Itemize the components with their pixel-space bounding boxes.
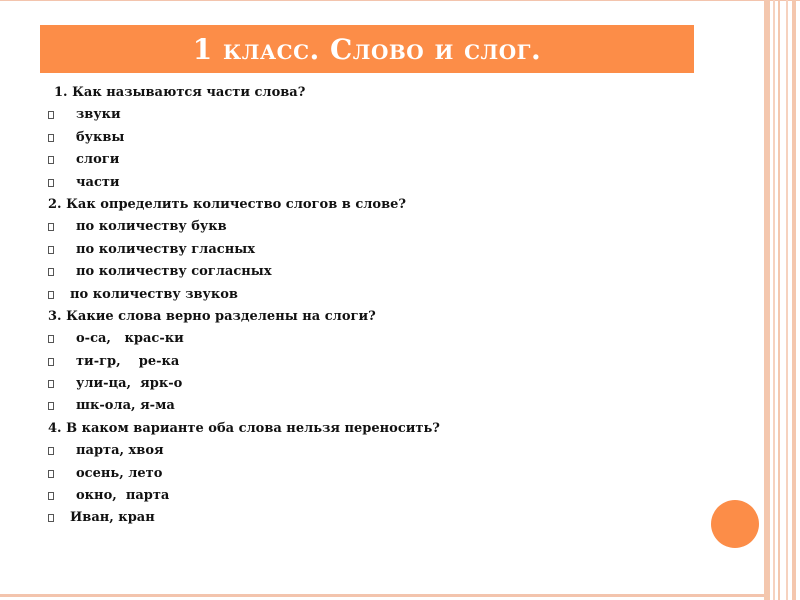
bullet-icon <box>48 358 54 366</box>
answer-text: по количеству звуков <box>70 286 238 302</box>
answer-text: шк-ола, я-ма <box>76 398 175 414</box>
answer-text: звуки <box>76 107 121 123</box>
answer-text: осень, лето <box>76 465 163 481</box>
bullet-icon <box>48 335 54 343</box>
slide-title: 1 класс. Слово и слог. <box>192 32 542 66</box>
answer-option <box>44 127 684 149</box>
bullet-icon <box>48 402 54 410</box>
answer-text: окно, парта <box>76 488 170 504</box>
bullet-icon <box>48 134 54 142</box>
stripe <box>778 0 780 600</box>
answer-text: по количеству согласных <box>76 264 272 280</box>
bullet-icon <box>48 291 54 299</box>
question <box>44 306 684 328</box>
bullet-icon <box>48 514 54 522</box>
answer-text: слоги <box>76 152 120 168</box>
bullet-icon <box>48 246 54 254</box>
answer-text: буквы <box>76 129 125 145</box>
question <box>44 418 684 440</box>
answer-option <box>44 284 684 306</box>
stripe <box>786 0 788 600</box>
answer-option <box>44 261 684 283</box>
question-text: 3. Какие слова верно разделены на слоги? <box>48 308 376 324</box>
bullet-icon <box>48 156 54 164</box>
answer-option <box>44 485 684 507</box>
title-bar <box>40 25 694 73</box>
answer-option <box>44 216 684 238</box>
answer-option <box>44 395 684 417</box>
answer-option <box>44 351 684 373</box>
stripe <box>764 0 770 600</box>
answer-text: о-са, крас-ки <box>76 331 184 347</box>
top-border-line <box>0 0 800 1</box>
bullet-icon <box>48 223 54 231</box>
question-list <box>44 82 684 530</box>
answer-option <box>44 172 684 194</box>
question-text: 1. Как называются части слова? <box>54 85 306 100</box>
answer-option <box>44 239 684 261</box>
question-text: 4. В каком варианте оба слова нельзя переносить? <box>48 420 440 436</box>
answer-option <box>44 440 684 462</box>
bullet-icon <box>48 380 54 388</box>
answer-option <box>44 328 684 350</box>
question-text: 2. Как определить количество слогов в слове? <box>48 196 406 212</box>
answer-text: ти-гр, ре-ка <box>76 353 180 369</box>
answer-option <box>44 373 684 395</box>
question <box>44 82 684 104</box>
answer-option <box>44 149 684 171</box>
right-decorative-stripes <box>764 0 800 600</box>
answer-text: части <box>76 174 120 190</box>
answer-text: по количеству гласных <box>76 241 255 257</box>
bullet-icon <box>48 492 54 500</box>
answer-option <box>44 104 684 126</box>
stripe <box>792 0 796 600</box>
question <box>44 194 684 216</box>
stripe <box>773 0 775 600</box>
answer-text: по количеству букв <box>76 219 227 235</box>
decorative-circle <box>711 500 759 548</box>
bullet-icon <box>48 268 54 276</box>
bullet-icon <box>48 470 54 478</box>
answer-text: Иван, кран <box>70 510 155 526</box>
bottom-border-line <box>0 594 764 597</box>
answer-text: парта, хвоя <box>76 443 164 459</box>
bullet-icon <box>48 111 54 119</box>
answer-option <box>44 507 684 529</box>
answer-text: ули-ца, ярк-о <box>76 376 183 392</box>
bullet-icon <box>48 179 54 187</box>
bullet-icon <box>48 447 54 455</box>
answer-option <box>44 463 684 485</box>
